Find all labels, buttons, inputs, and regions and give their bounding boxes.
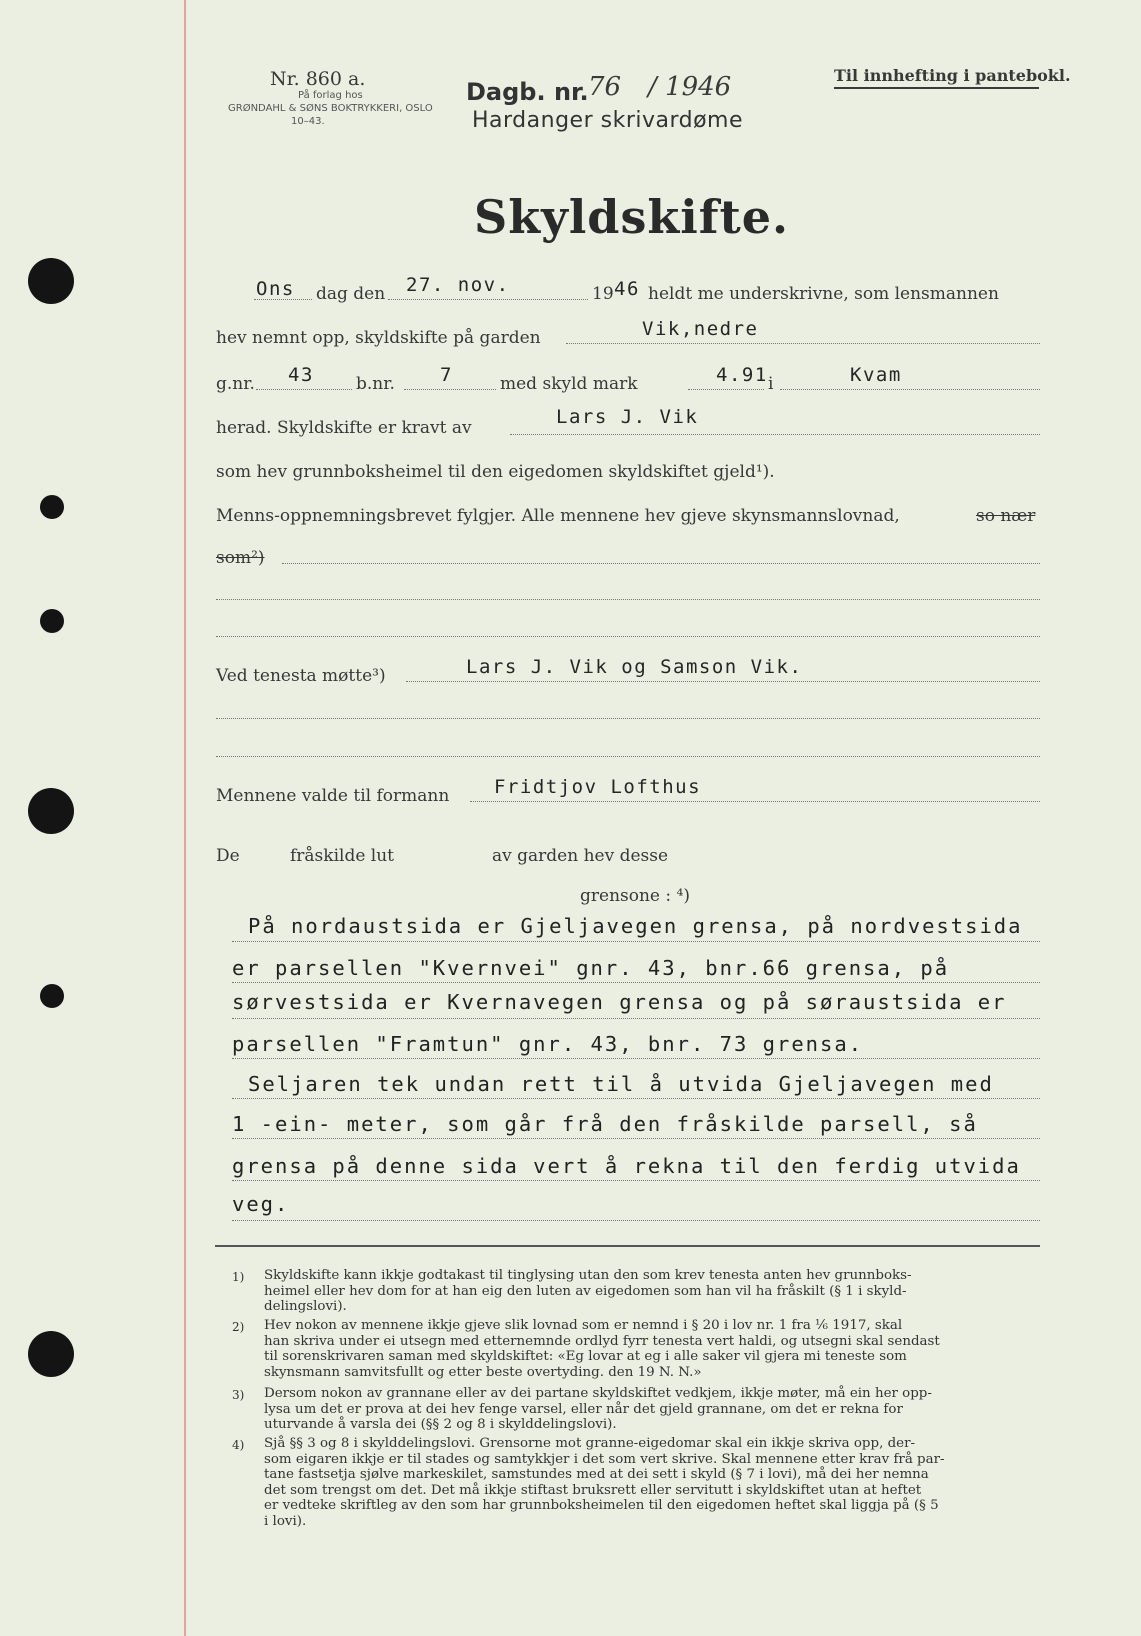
stamp-dagb-label: Dagb. nr. <box>466 78 589 106</box>
farm-blank <box>566 343 1040 344</box>
form-number: Nr. 860 a. <box>270 68 366 90</box>
footnote-line: uturvande å varsla dei (§§ 2 og 8 i skylddelingslovi). <box>264 1417 617 1433</box>
attended-value: Lars J. Vik og Samson Vik. <box>466 656 803 678</box>
day-blank <box>254 299 312 300</box>
attended-blank <box>406 681 1040 682</box>
punch-hole <box>28 1331 74 1377</box>
blank-line <box>216 599 1040 600</box>
footnote-number: 2) <box>232 1320 245 1334</box>
dagb-number: 76 <box>588 72 622 102</box>
boundary-rule <box>232 1220 1040 1221</box>
document-title: Skyldskifte. <box>474 190 790 244</box>
punch-hole <box>40 984 64 1008</box>
footnote-number: 3) <box>232 1388 245 1402</box>
attended-label: Ved tenesta møtte³) <box>216 666 386 686</box>
footnote-line: skynsmann samvitsfullt og etter beste overtyding. den 19 N. N.» <box>264 1364 702 1380</box>
farm-value: Vik,nedre <box>642 318 759 340</box>
boundary-de: De <box>216 846 240 866</box>
footnote-number: 4) <box>232 1438 245 1452</box>
skyld-value: 4.91 <box>716 364 768 386</box>
footnote-line: til sorenskrivaren saman med skyldskiftet: «Eg lovar at eg i alle saker vil gjera mi teneste som <box>264 1349 907 1365</box>
blank-line <box>282 563 1040 564</box>
boundary-rule <box>232 941 1040 942</box>
chair-value: Fridtjov Lofthus <box>494 776 702 798</box>
boundary-av-garden: av garden hev desse <box>492 846 669 866</box>
garden-label: hev nemnt opp, skyldskifte på garden <box>216 328 541 348</box>
bnr-value: 7 <box>440 364 453 386</box>
footnote-divider <box>215 1245 1040 1247</box>
footnote-line: det som trengst om det. Det må ikkje stiftast bruksrett eller servitutt i skyldskiftet utan at heftet <box>264 1482 922 1498</box>
boundary-line: sørvestsida er Kvernavegen grensa og på søraustsida er <box>232 990 1007 1014</box>
boundary-rule <box>232 982 1040 983</box>
boundary-rule <box>232 1098 1040 1099</box>
boundary-grensone: grensone : ⁴) <box>580 886 690 906</box>
printer-line: 10–43. <box>291 116 325 127</box>
requested-by: Lars J. Vik <box>556 406 699 428</box>
footnote-line: er vedteke skriftleg av den som har grunnboksheimelen til den eigedomen heftet skal liggja på (§ 5 <box>264 1498 939 1514</box>
punch-hole <box>28 788 74 834</box>
gnr-label: g.nr. <box>216 374 255 394</box>
printer-line: På forlag hos <box>298 90 363 101</box>
footnote-3 <box>264 1386 932 1433</box>
herad-value: Kvam <box>850 364 902 386</box>
footnote-line: delingslovi). <box>264 1299 347 1315</box>
gnr-blank <box>256 389 352 390</box>
boundary-line: parsellen "Framtun" gnr. 43, bnr. 73 grensa. <box>232 1032 864 1056</box>
herad-sep: i <box>768 374 774 394</box>
punch-hole <box>40 609 64 633</box>
footnote-line: i lovi). <box>264 1513 307 1529</box>
boundary-line: er parsellen "Kvernvei" gnr. 43, bnr.66 grensa, på <box>232 956 950 980</box>
requested-label: herad. Skyldskifte er kravt av <box>216 418 472 438</box>
boundary-rule <box>232 1018 1040 1019</box>
margin-rule <box>184 0 186 1636</box>
date-value: 27. nov. <box>406 274 510 296</box>
struck-text: som²) <box>216 548 265 568</box>
requested-blank <box>510 434 1040 435</box>
blank-line <box>216 756 1040 757</box>
footnote-2 <box>264 1318 940 1380</box>
boundary-line: 1 -ein- meter, som går frå den fråskilde parsell, så <box>232 1112 978 1136</box>
heimel-text: som hev grunnboksheimel til den eigedomen skyldskiftet gjeld¹). <box>216 462 775 482</box>
footnote-4 <box>264 1436 945 1530</box>
skyld-blank <box>688 389 764 390</box>
footnote-line: Hev nokon av mennene ikkje gjeve slik lovnad som er nemnd i § 20 i lov nr. 1 fra ¹⁄₆ 1917, skal <box>264 1318 903 1333</box>
punch-hole <box>28 258 74 304</box>
lovnad-text: Menns-oppnemningsbrevet fylgjer. Alle mennene hev gjeve skynsmannslovnad, <box>216 506 900 526</box>
footnote-line: heimel eller hev dom for at han eig den luten av eigedomen som han vil ha fråskilt (§ 1 i skyld- <box>264 1283 907 1299</box>
stamp-office: Hardanger skrivardøme <box>472 108 744 133</box>
dagb-year: / 1946 <box>648 72 732 102</box>
boundary-line: På nordaustsida er Gjeljavegen grensa, på nordvestsida <box>248 914 1023 938</box>
footnote-line: tane fastsetja sjølve markeskilet, samstundes med at dei sett i skyld (§ 7 i lovi), må dei her nemna <box>264 1467 929 1483</box>
top-right-note: Til innhefting i pantebokl. <box>834 66 1071 85</box>
boundary-line: Seljaren tek undan rett til å utvida Gjeljavegen med <box>248 1072 994 1096</box>
day-label: dag den <box>316 284 386 304</box>
herad-blank <box>780 389 1040 390</box>
date-blank <box>388 299 588 300</box>
line1-text: heldt me underskrivne, som lensmannen <box>648 284 999 304</box>
struck-text: so nær <box>976 506 1036 526</box>
boundary-rule <box>232 1180 1040 1181</box>
footnote-1 <box>264 1268 912 1315</box>
chair-blank <box>470 801 1040 802</box>
bnr-blank <box>404 389 496 390</box>
year-value: 46 <box>614 278 640 300</box>
year-prefix: 19 <box>592 284 614 304</box>
footnote-line: Sjå §§ 3 og 8 i skylddelingslovi. Grensorne mot granne-eigedomar skal ein ikkje skriva opp, der- <box>264 1436 916 1451</box>
boundary-fraskilde: fråskilde lut <box>290 846 395 866</box>
footnote-line: som eigaren ikkje er til stades og samtykkjer i det som vert skrive. Skal mennene etter krav frå par- <box>264 1451 945 1467</box>
top-right-underline <box>834 87 1039 89</box>
chair-label: Mennene valde til formann <box>216 786 450 806</box>
footnote-line: Skyldskifte kann ikkje godtakast til tinglysing utan den som krev tenesta anten hev grunnboks- <box>264 1268 912 1283</box>
footnote-number: 1) <box>232 1270 245 1284</box>
blank-line <box>216 636 1040 637</box>
footnote-line: lysa um det er prova at dei hev fenge varsel, eller når det gjeld grannane, om det er rekna for <box>264 1401 903 1417</box>
footnote-line: Dersom nokon av grannane eller av dei partane skyldskiftet vedkjem, ikkje møter, må ein her opp- <box>264 1386 932 1401</box>
boundary-rule <box>232 1058 1040 1059</box>
footnote-line: han skriva under ei utsegn med etternemnde ordlyd fyrr tenesta vert haldi, og utsegni skal sendast <box>264 1333 940 1349</box>
gnr-value: 43 <box>288 364 314 386</box>
day-value: Ons <box>256 278 295 300</box>
punch-hole <box>40 495 64 519</box>
skyld-label: med skyld mark <box>500 374 638 394</box>
boundary-rule <box>232 1138 1040 1139</box>
boundary-line: veg. <box>232 1192 290 1216</box>
boundary-line: grensa på denne sida vert å rekna til den ferdig utvida <box>232 1154 1021 1178</box>
bnr-label: b.nr. <box>356 374 395 394</box>
blank-line <box>216 718 1040 719</box>
printer-line: GRØNDAHL & SØNS BOKTRYKKERI, OSLO <box>228 103 433 114</box>
